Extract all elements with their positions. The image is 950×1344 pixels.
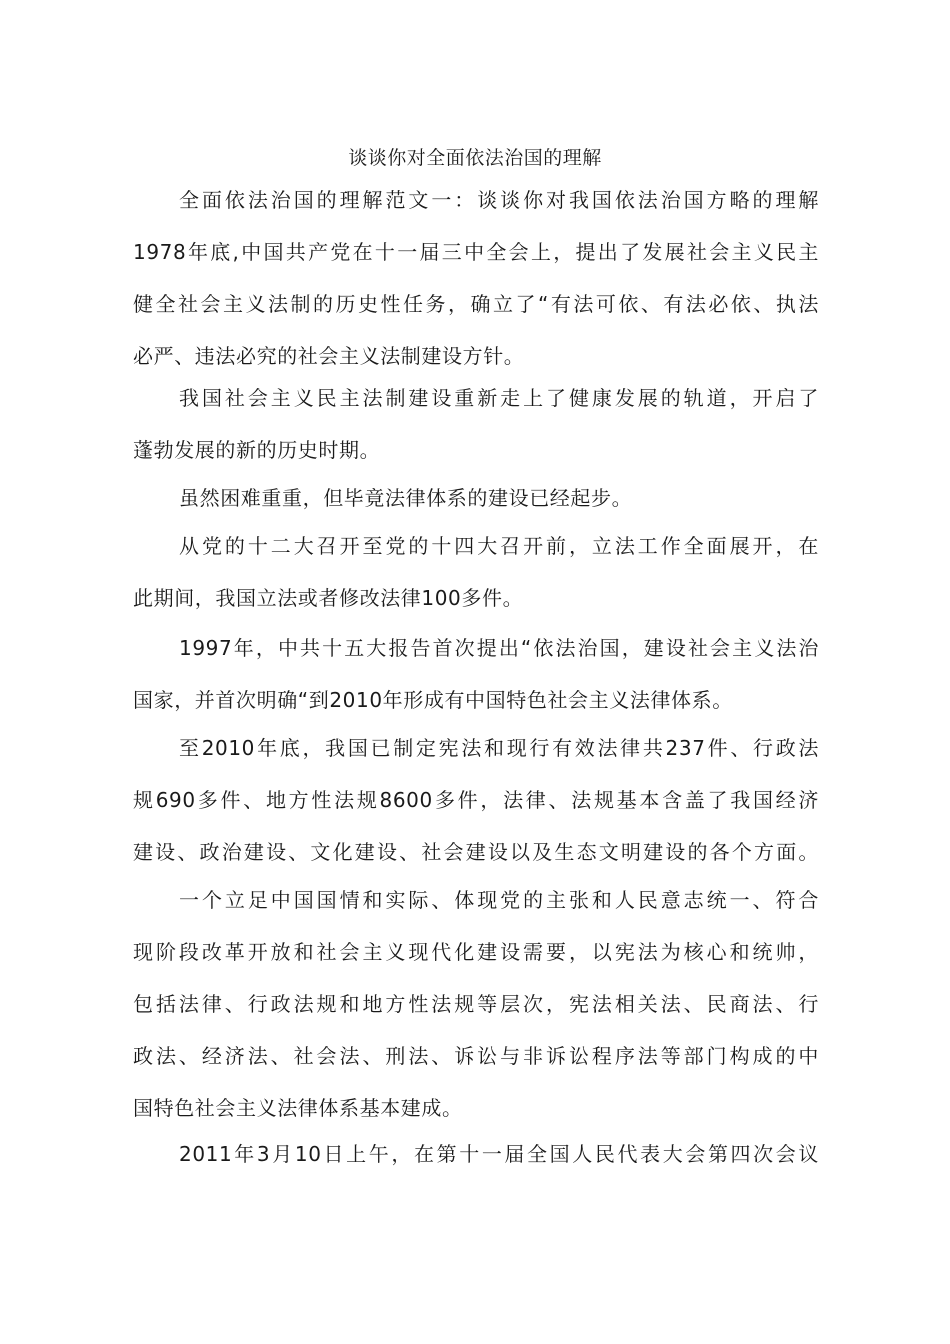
paragraph-line: 建设、政治建设、文化建设、社会建设以及生态文明建设的各个方面。 (133, 840, 819, 864)
paragraph-line: 蓬勃发展的新的历史时期。 (133, 438, 381, 462)
paragraph (133, 520, 819, 624)
paragraph-line: 健全社会主义法制的历史性任务，确立了“有法可依、有法必依、执法 (133, 292, 819, 316)
paragraph (133, 874, 819, 1134)
paragraph (133, 722, 819, 878)
paragraph-line: 全面依法治国的理解范文一：谈谈你对我国依法治国方略的理解 (179, 188, 819, 212)
paragraph-line: 此期间，我国立法或者修改法律100多件。 (133, 586, 524, 610)
paragraph-line: 至2010年底，我国已制定宪法和现行有效法律共237件、行政法 (179, 736, 819, 760)
paragraph (133, 472, 819, 524)
paragraph-line: 虽然困难重重，但毕竟法律体系的建设已经起步。 (179, 486, 633, 510)
paragraph-line: 2011年3月10日上午，在第十一届全国人民代表大会第四次会议 (179, 1142, 819, 1166)
paragraph-line: 现阶段改革开放和社会主义现代化建设需要，以宪法为核心和统帅， (133, 940, 819, 964)
paragraph-line: 从党的十二大召开至党的十四大召开前，立法工作全面展开，在 (179, 534, 819, 558)
paragraph-line: 国家，并首次明确“到2010年形成有中国特色社会主义法律体系。 (133, 688, 733, 712)
paragraph (133, 372, 819, 476)
document-title: 谈谈你对全面依法治国的理解 (348, 147, 602, 169)
paragraph (133, 1128, 819, 1180)
paragraph-line: 1978年底,中国共产党在十一届三中全会上，提出了发展社会主义民主 (133, 240, 819, 264)
paragraph-line: 规690多件、地方性法规8600多件，法律、法规基本含盖了我国经济 (133, 788, 819, 812)
paragraph-line: 1997年，中共十五大报告首次提出“依法治国，建设社会主义法治 (179, 636, 819, 660)
paragraph-line: 必严、违法必究的社会主义法制建设方针。 (133, 344, 525, 368)
paragraph (133, 622, 819, 726)
paragraph-line: 我国社会主义民主法制建设重新走上了健康发展的轨道，开启了 (179, 386, 819, 410)
paragraph-line: 一个立足中国国情和实际、体现党的主张和人民意志统一、符合 (179, 888, 819, 912)
paragraph (133, 174, 819, 382)
paragraph-line: 国特色社会主义法律体系基本建成。 (133, 1096, 463, 1120)
paragraph-line: 包括法律、行政法规和地方性法规等层次，宪法相关法、民商法、行 (133, 992, 819, 1016)
paragraph-line: 政法、经济法、社会法、刑法、诉讼与非诉讼程序法等部门构成的中 (133, 1044, 819, 1068)
